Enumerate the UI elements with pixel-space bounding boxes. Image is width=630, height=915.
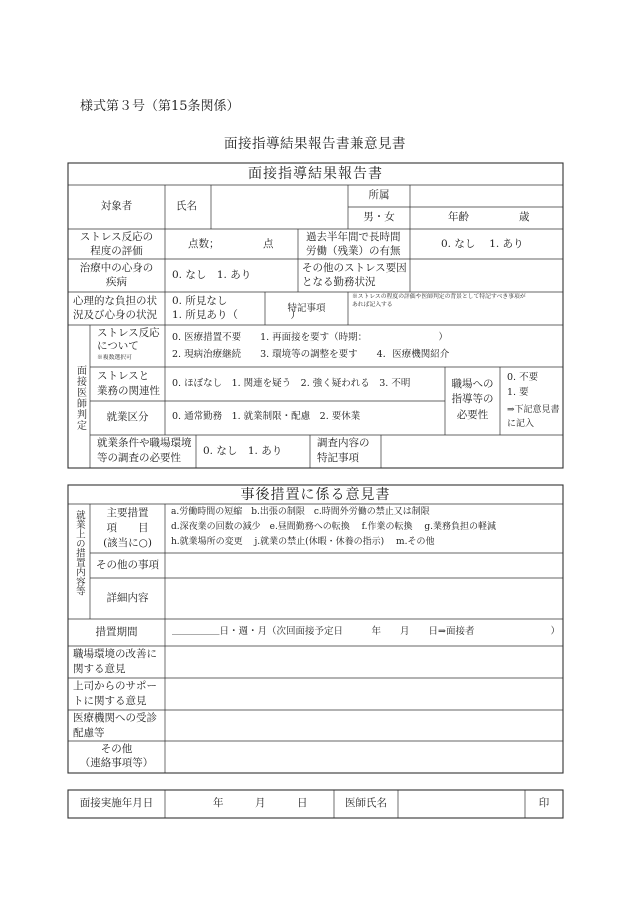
workplace-guidance-label: 職場への — [451, 378, 494, 390]
other-label: その他 — [100, 743, 133, 755]
stress-eval-label-2: 程度の評価 — [90, 245, 143, 257]
stress-response-label-2: について — [97, 340, 139, 352]
workplace-option-0[interactable]: 0. 不要 — [507, 372, 539, 383]
doctor-name-field[interactable] — [399, 791, 524, 817]
other-stress-label: その他のストレス要因 — [302, 262, 407, 274]
multi-select-note: ※複数選択可 — [97, 355, 132, 361]
workplace-guidance-label-3: 必要性 — [456, 409, 489, 421]
investigation-label-2: 特記事項 — [317, 452, 359, 464]
stress-eval-label: ストレス反応の — [79, 231, 154, 243]
measures-vertical-label: 就業上の措置内容等 — [73, 510, 85, 596]
medical-care-field[interactable] — [166, 711, 562, 740]
department-label: 所属 — [368, 189, 390, 201]
document-title: 面接指導結果報告書兼意見書 — [224, 136, 406, 152]
env-improve-label-2: 関する意見 — [73, 663, 126, 675]
details-label: 詳細内容 — [106, 592, 149, 604]
main-measures-label-3: (該当に○) — [103, 537, 152, 549]
boss-support-label: 上司からのサポー — [73, 680, 157, 692]
score-unit: 点 — [263, 238, 274, 250]
boss-support-label-2: トに関する意見 — [73, 695, 147, 707]
details-field[interactable] — [166, 579, 562, 618]
period-field[interactable]: ＿＿＿＿＿日・週・月（次回面接予定日 年 月 日⇒面接者 ） — [172, 626, 560, 637]
boss-support-field[interactable] — [166, 679, 562, 709]
overtime-label: 過去半年間で長時間 — [306, 231, 401, 243]
interview-date-field[interactable]: 年 月 日 — [213, 797, 308, 809]
special-notes-hint: ※ストレスの程度の評価や医師判定の背景として特記すべき事項が — [352, 294, 526, 300]
seal-mark: 印 — [538, 797, 550, 809]
form-number: 様式第３号（第15条関係） — [80, 99, 240, 114]
psych-label-2: 況及び心身の状況 — [73, 309, 157, 321]
age-label: 年齢 — [448, 211, 469, 223]
env-survey-options[interactable]: 0. なし 1. あり — [203, 445, 283, 457]
stress-response-label: ストレス反応 — [97, 327, 160, 339]
workplace-guidance-label-2: 指導等の — [451, 393, 494, 405]
business-relation-label: ストレスと — [97, 370, 150, 382]
report-title: 面接指導結果報告書 — [248, 166, 383, 182]
work-class-label: 就業区分 — [106, 411, 149, 423]
business-relation-options[interactable]: 0. ほぼなし 1. 関連を疑う 2. 強く疑われる 3. 不明 — [172, 378, 411, 389]
psych-option-1[interactable]: 1. 所見あり（ ） — [172, 309, 301, 321]
sex-field[interactable]: 男・女 — [363, 211, 395, 223]
env-improve-field[interactable] — [166, 647, 562, 677]
workplace-note: ⇒下記意見書 — [507, 405, 560, 415]
subject-label: 対象者 — [100, 200, 133, 212]
workplace-option-1[interactable]: 1. 要 — [507, 387, 529, 398]
main-measures-label: 主要措置 — [106, 507, 149, 519]
other-stress-label-2: となる勤務状況 — [302, 276, 376, 288]
score-label: 点数； — [188, 238, 220, 250]
treatment-options[interactable]: 0. なし 1. あり — [172, 269, 252, 281]
env-survey-label: 就業条件や職場環境 — [97, 437, 192, 449]
period-label: 措置期間 — [95, 626, 138, 638]
medical-care-label-2: 配慮等 — [73, 727, 105, 739]
medical-care-label: 医療機関への受診 — [73, 712, 157, 724]
doctor-name-label: 医師氏名 — [345, 797, 387, 809]
work-class-options[interactable]: 0. 通常勤務 1. 就業制限・配慮 2. 要休業 — [172, 411, 361, 422]
psych-option-0[interactable]: 0. 所見なし — [172, 295, 228, 307]
interview-date-label: 面接実施年月日 — [79, 797, 154, 809]
business-relation-label-2: 業務の関連性 — [97, 385, 160, 397]
stress-response-options-1[interactable]: 0. 医療措置不要 1. 再面接を要す（時期： ） — [172, 332, 448, 343]
env-survey-label-2: 等の調査の必要性 — [97, 452, 181, 464]
department-field[interactable] — [411, 186, 562, 206]
measure-items-1[interactable]: a.労働時間の短縮 b.出張の制限 c.時間外労働の禁止又は制限 — [171, 507, 430, 517]
measure-items-2[interactable]: d.深夜業の回数の減少 e.昼間勤務への転換 f.作業の転換 g.業務負担の軽減 — [171, 522, 497, 532]
workplace-note-2: に記入 — [507, 419, 535, 429]
other-items-field[interactable] — [166, 554, 562, 577]
main-measures-label-2: 項 目 — [106, 522, 149, 534]
env-improve-label: 職場環境の改善に — [73, 648, 157, 660]
name-label: 氏名 — [176, 200, 197, 212]
investigation-field[interactable] — [382, 436, 562, 467]
name-field[interactable] — [211, 186, 347, 228]
overtime-options[interactable]: 0. なし 1. あり — [441, 238, 524, 250]
other-items-label: その他の事項 — [96, 559, 159, 571]
measure-items-3[interactable]: h.就業場所の変更 j.就業の禁止(休暇・休養の指示) m.その他 — [171, 537, 435, 547]
other-field[interactable] — [166, 742, 562, 772]
treatment-label: 治療中の心身の — [79, 262, 154, 274]
opinion-title: 事後措置に係る意見書 — [240, 487, 391, 503]
age-unit: 歳 — [519, 211, 530, 223]
psych-label: 心理的な負担の状 — [73, 295, 157, 307]
other-stress-field[interactable] — [411, 260, 562, 291]
special-notes-hint-2: あれば記入する — [352, 302, 393, 308]
doctor-judgment-label: 面接医師判定 — [74, 365, 86, 431]
treatment-label-2: 疾病 — [106, 276, 127, 288]
investigation-label: 調査内容の — [317, 437, 370, 449]
overtime-label-2: 労働（残業）の有無 — [306, 245, 401, 257]
special-notes-label: 特記事項 — [287, 303, 326, 314]
stress-response-options-2[interactable]: 2. 現病治療継続 3. 環境等の調整を要す 4．医療機関紹介 — [172, 349, 450, 360]
other-label-2: （連絡事項等） — [79, 757, 154, 769]
